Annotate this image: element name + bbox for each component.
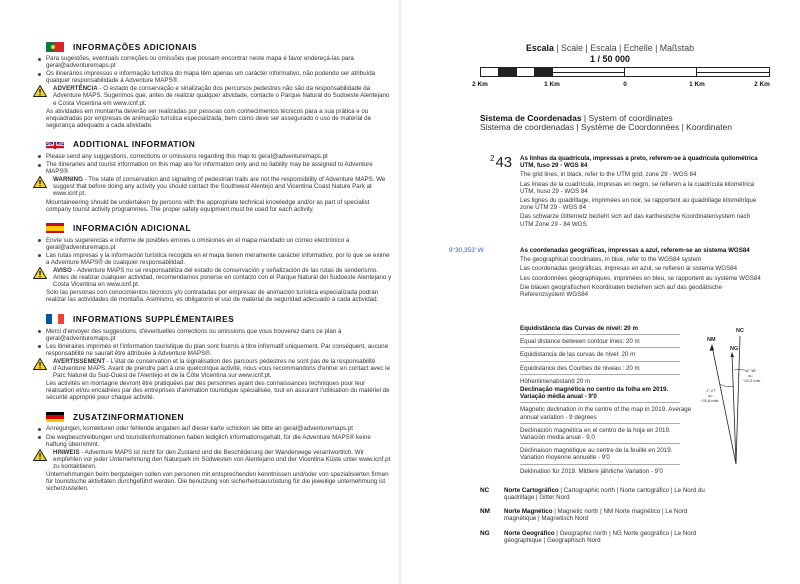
north-nc: NC Norte Cartográfico | Cartographic north | Norte cartográfico | Le Nord du quadrillage | Gitter Nord [480,487,705,502]
extra-text: As atividades em montanha deverão ser realizadas por pessoas com conhecimentos técnicos para a sua prática e ou enquadradas por empresas de animação turística especializada, bem como deve ser assegurado o uso de material de segurança adequado a cada atividade. [46,107,372,129]
spain-flag-icon [46,223,64,233]
svg-text:ou: ou [708,393,713,398]
extra-text: Unternehmungen beim bergsteigen sollen von personen mit entsprechenden kenntnissen und/oder von spezialisierten firmen für touristische aktivitäten durchgeführt werden. Die benutzung von sicherheitsausrüstung für die jeweilige unternehmung ist sicherzustellen. [46,471,389,493]
utm-grid-label: $^2$43 [490,154,513,171]
extra-text: Mountaineering should be undertaken by persons with the appropriate technical knowledge and/or as part of specialist company tourist activity programmes. The proper safety equipment must be used for each activity. [46,198,370,213]
info-bullet: Las rutas impresas y la información turística recogida en el mapa tienen meramente carácter informativo, por lo que se exime a Adventure MAPS® de cualquier responsabilidad. [33,252,393,266]
info-bullet: Para sugestões, eventuais correções ou omissões que possam encontrar neste mapa é favor endereçá-las para geral@adventuremaps.pt [33,55,393,69]
extra-text: Les activités en montagne devront être pratiquées par des personnes ayant des connaissances techniques pour leur réalisation et/ou encadrées par des entreprises d'animation touristique spécialisée, tout en assurant l'utilisation du matériel de sécurité approprié pour chaque activité. [46,380,390,402]
info-bullet: Les itinéraires imprimés et l'information touristique du plan sont fournis à titre informatif uniquement. Par conséquent, aucune responsabilité ne saurait être attribuée à Adventure MAPS®. [33,343,393,357]
info-bullet: The itineraries and tourist information on this map are for information only and no liability may be assigned to Adventure MAPS®. [33,161,393,175]
nm-label: NM [707,337,716,343]
page-fold [399,0,401,584]
warning-icon [33,176,47,188]
north-nm: NM Norte Magnético | Magnetic north | NM Norte magnético | Le Nord magnétique | Magnetisch Nord [480,508,688,523]
section-de [33,410,393,492]
contour-block: Equidistância das Curvas de nível: 20 m Equal distance between contour lines: 20 m Equidistancia de las curvas de nivel: 20 m Equidistance des Courbes de niveau : 20 m Höhenlinienabstand 20 m [520,325,690,387]
warning-note [33,358,393,379]
france-flag-icon [46,314,64,324]
scale-label: 0 [623,81,627,88]
nc-line [736,336,740,464]
warning-label: WARNING [53,176,83,184]
warning-label: ADVERTÊNCIA [53,85,98,93]
coord-system-heading: Sistema de Coordenadas | System of coordinates Sistema de coordenadas | Système de Coordonnées | Koordinaten [480,113,733,133]
svg-text:~29,3 mils: ~29,3 mils [742,378,761,383]
scale-label: 2 Km [754,81,770,88]
section-title: INFORMAÇÕES ADICIONAIS [73,41,198,52]
geo-block: As coordenadas geográficas, impressas a azul, referem-se ao sistema WGS84 The geographical coordinates, in blue, refer to the WGS84 system Las coordenadas geográficas, impresas en azul, se refieren al sistema WGS84 Les coordonnées géographiques, imprimées en bleu, se rapportent au système WGS84 Die blauen geografischen Koordinaten beziehen sich auf das geodätische Referenzsystem WGS84 [520,247,761,299]
warning-text: - O estado de conservação e sinalização dos percursos pedestres não são da responsabilidade da Adventure MAPS. Sugerimos que, antes de realizar qualquer atividade, contacte o Parque Natural do Sudoeste Alentejano e Costa Vicentina em www.icnf.pt. [53,85,390,107]
nm-arrow-icon [710,344,715,351]
declination-block: Declinação magnética no centro da folha em 2019. Variação média anual - 9'0 Magnetic declination in the centre of the map in 2019. Average annual variation - 9 degrees Declinación magnética en el centro de la hoja en 2019. Variación media anual - 9,0 Déclinaison magnétique au centre de la feuille en 2019. Variation moyenne annuelle - 9'0 Deklination für 2019. Mittlere jährliche Variation - 9'0 [520,386,692,475]
uk-flag-icon [46,139,64,149]
nc-label: NC [736,328,744,334]
right-page [420,0,800,584]
scale-label: 1 Km [544,81,560,88]
scale-title: Escala | Scale | Escala | Echelle | Maßstab [525,43,695,53]
north-ng: NG Norte Geográfico | Geographic north | NG Norte geográfico | Le Nord géographique | Geographisch Nord [480,530,697,545]
info-bullet: Merci d'envoyer des suggestions, d'éventuelles corrections ou omissions que vous trouverez dans ce plan à geral@adventuremaps.pt [33,328,393,342]
info-bullet: Die wegbeschreibungen und touristikinformationen haben lediglich informationsgehalt, für die Adventure MAPS® keine haftung übernimmt. [33,434,393,448]
info-bullet: Os itinerários impressos e informação turística do mapa têm apenas um carácter informativo, não podendo ser atribuída qualquer responsabilidade à Adventure MAPS®. [33,70,393,84]
geo-coord-label: 9°30,353' W [449,247,484,254]
section-en [33,138,393,213]
scale-label: 2 Km [472,81,488,88]
portugal-flag-icon [46,42,64,52]
warning-icon [33,358,47,370]
scale-ratio: 1 / 50 000 [589,54,631,64]
warning-icon [33,85,47,97]
germany-flag-icon [46,412,64,422]
section-title: ADDITIONAL INFORMATION [73,139,196,150]
info-bullet: Anregungen, korrekturen oder fehlende angaben auf dieser karte schicken sie bitte an geral@adventuremaps.pt [33,425,393,432]
info-bullet: Envíe sus sugerencias e informe de posibles errores u omisiones en el mapa mandado un correo electrónico a geral@adventuremaps.pt [33,237,393,251]
warning-label: HINWEIS [53,448,80,456]
scale-bar [480,67,770,77]
warning-label: AVERTISSEMENT [53,357,106,365]
declination-diagram [690,322,800,472]
svg-text:~25,8 mils: ~25,8 mils [700,398,719,403]
warning-text: - Adventure MAPS no se responsabiliza del estado de conservación y señalización de las rutas de senderismo. Antes de realizar cualquier actividad, recomendamos ponerse en contacto con el Parque Natural del Sudoeste Alentejano y Costa Vicentina en www.icnf.pt. [53,267,392,289]
svg-text:ou: ou [748,373,753,378]
warning-note [33,176,393,197]
section-es [33,222,393,304]
warning-icon [33,267,47,279]
warning-note [33,267,393,288]
section-fr [33,313,393,402]
warning-note [33,85,393,106]
warning-icon [33,449,47,461]
section-title: ZUSATZINFORMATIONEN [73,411,185,422]
warning-text: - The state of conservation and signaling of pedestrian trails are not the responsibility of Adventure MAPS. We suggest that before doing any activity you should contact the Southwest Alentejo and Vicentina Coast Nature Park at www.icnf.pt. [53,176,386,198]
section-pt [33,40,393,129]
utm-block: As linhas da quadrícula, impressas a preto, referem-se à quadrícula quilométrica UTM, fuso 29 - WGS 84 The grid lines, in black, refer to the UTM grid, zone 29 - WGS 84 Las líneas de la cuadrícula, impresas en negro, se refieren a la cuadrícula kilométrica UTM, huso 29 - WGS 84 Les lignes du quadrillage, imprimées en noir, se rapportent au quadrillage kilométrique zone UTM 29 - WGS 84 Das schwarze Gitternetz bezieht sich auf das karthesische Koordinatensystem nach UTM Zone 29 - 84 WGS [520,155,758,228]
section-title: INFORMATIONS SUPPLÉMENTAIRES [73,314,235,325]
warning-text: - L'état de conservation et la signalisation des parcours pédestres ne sont pas de la responsabilité d'Adventure MAPS. Avant de prendre part à une quelconque activité, nous vous recommandons d'entrer en contact avec le Parc Naturel du Sud-Ouest de l'Alentejo et de la Côte Vicentina sur www.icnf.pt. [53,357,390,380]
info-bullet: Please send any suggestions, corrections or omissions regarding this map to geral@adventuremaps.pt [33,153,393,160]
section-title: INFORMACIÓN ADICIONAL [73,223,192,234]
scale-label: 1 Km [689,81,705,88]
extra-text: Solo las personas con conocimientos técnicos y/o contratadas por empresas de animación turística especializada podrán realizar las actividades de montaña. Asimismo, es obligatorio el uso de material de seguridad adecuado a cada actividad. [46,289,379,304]
warning-note [33,449,393,470]
ng-star-icon [731,352,735,357]
svg-text:1° 27': 1° 27' [706,388,717,393]
warning-text: - Adventure MAPS ist nicht für den Zustand und die Beschilderung der Wanderwege verantwortlich. Wir empfehlen vor jeder Unternehmung den Naturpark im Südwesten von Alentejano und der Vicentina Küste unter www.icnf.pt zu kontaktieren. [53,448,391,470]
warning-label: AVISO [53,267,72,275]
svg-text:1° 38': 1° 38' [746,368,757,373]
left-page [33,40,393,501]
ng-label: NG [730,346,739,352]
